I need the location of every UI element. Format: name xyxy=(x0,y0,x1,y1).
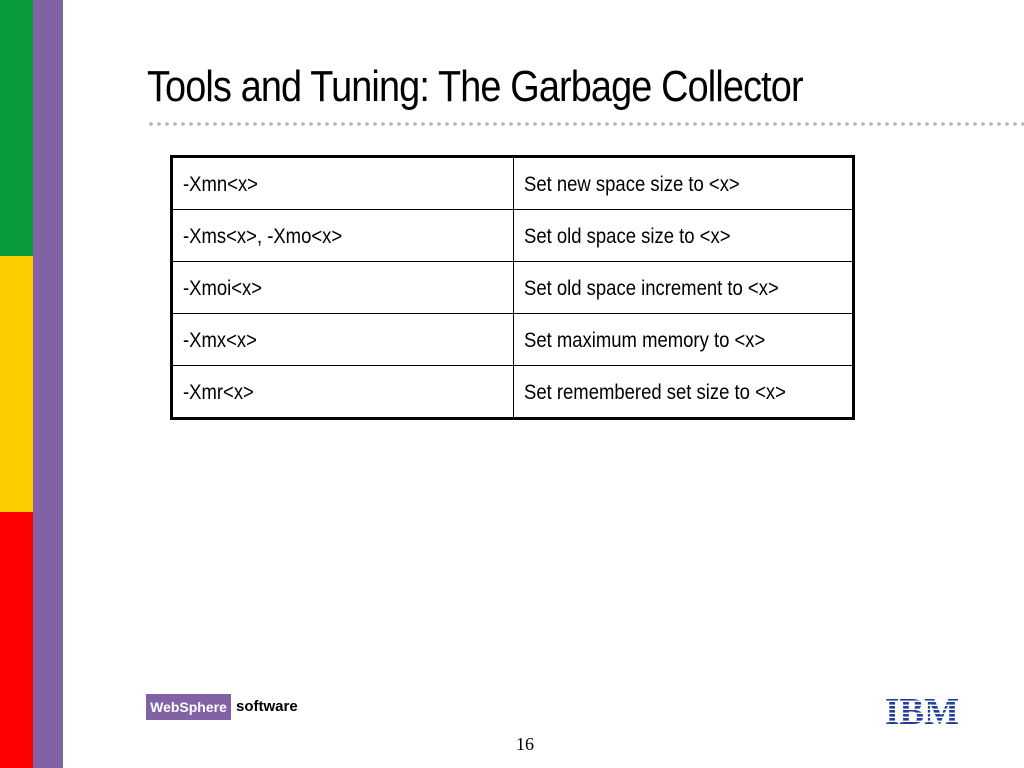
table-row xyxy=(172,210,854,262)
description-cell: Set new space size to <x> xyxy=(514,157,854,210)
description-cell: Set maximum memory to <x> xyxy=(514,314,854,366)
table-row xyxy=(172,157,854,210)
ibm-logo xyxy=(884,694,960,726)
title-divider xyxy=(147,121,1024,127)
table-row xyxy=(172,366,854,419)
table-row xyxy=(172,314,854,366)
gc-options-table xyxy=(170,155,855,420)
option-cell: -Xms<x>, -Xmo<x> xyxy=(172,210,514,262)
yellow-stripe xyxy=(0,256,33,512)
green-stripe xyxy=(0,0,33,256)
page-number: 16 xyxy=(516,734,534,754)
websphere-logo-text: software xyxy=(236,698,298,715)
option-cell: -Xmr<x> xyxy=(172,366,514,419)
slide-title: Tools and Tuning: The Garbage Collector xyxy=(147,62,803,111)
websphere-logo-box: WebSphere xyxy=(146,694,231,720)
description-cell: Set old space size to <x> xyxy=(514,210,854,262)
option-cell: -Xmx<x> xyxy=(172,314,514,366)
ibm-logo-text: IBM xyxy=(885,694,959,726)
purple-stripe xyxy=(33,0,63,768)
option-cell: -Xmoi<x> xyxy=(172,262,514,314)
description-cell: Set remembered set size to <x> xyxy=(514,366,854,419)
table-row xyxy=(172,262,854,314)
option-cell: -Xmn<x> xyxy=(172,157,514,210)
red-stripe xyxy=(0,512,33,768)
description-cell: Set old space increment to <x> xyxy=(514,262,854,314)
